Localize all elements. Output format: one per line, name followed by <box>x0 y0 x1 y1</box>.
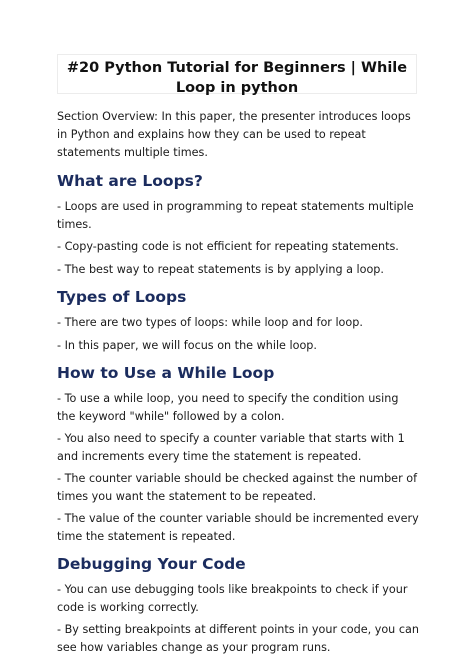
bullet-item: - You can use debugging tools like breakpoints to check if your code is working correctly. <box>57 583 408 614</box>
section-heading: What are Loops? <box>57 172 203 190</box>
bullet-item: - The best way to repeat statements is by applying a loop. <box>57 262 384 276</box>
bullet-item: - There are two types of loops: while loop and for loop. <box>57 316 363 329</box>
section-heading: How to Use a While Loop <box>57 364 275 382</box>
section-heading: Debugging Your Code <box>57 555 246 573</box>
section-how-to-use-while-loop <box>57 362 419 545</box>
bullet-item: - Loops are used in programming to repeat statements multiple times. <box>57 200 414 231</box>
bullet-item: - The counter variable should be checked against the number of times you want the statement to be repeated. <box>57 472 418 503</box>
section-what-are-loops <box>57 170 419 278</box>
bullet-item: - By setting breakpoints at different points in your code, you can see how variables change as your program runs. <box>57 623 419 654</box>
bullet-item: - To use a while loop, you need to specify the condition using the keyword "while" followed by a colon. <box>57 392 399 423</box>
section-debugging-your-code <box>57 553 419 656</box>
section-types-of-loops <box>57 286 419 354</box>
page-title: #20 Python Tutorial for Beginners | While Loop in python <box>66 60 408 96</box>
section-heading: Types of Loops <box>57 288 187 306</box>
bullet-item: - The value of the counter variable should be incremented every time the statement is repeated. <box>57 512 419 543</box>
bullet-item: - You also need to specify a counter variable that starts with 1 and increments every time the statement is repeated. <box>57 432 405 463</box>
bullet-item: - In this paper, we will focus on the while loop. <box>57 338 317 352</box>
document-body <box>57 108 419 664</box>
bullet-item: - Copy-pasting code is not efficient for repeating statements. <box>57 240 399 253</box>
section-overview: Section Overview: In this paper, the presenter introduces loops in Python and explains how they can be used to repeat statements multiple times. <box>57 110 411 159</box>
